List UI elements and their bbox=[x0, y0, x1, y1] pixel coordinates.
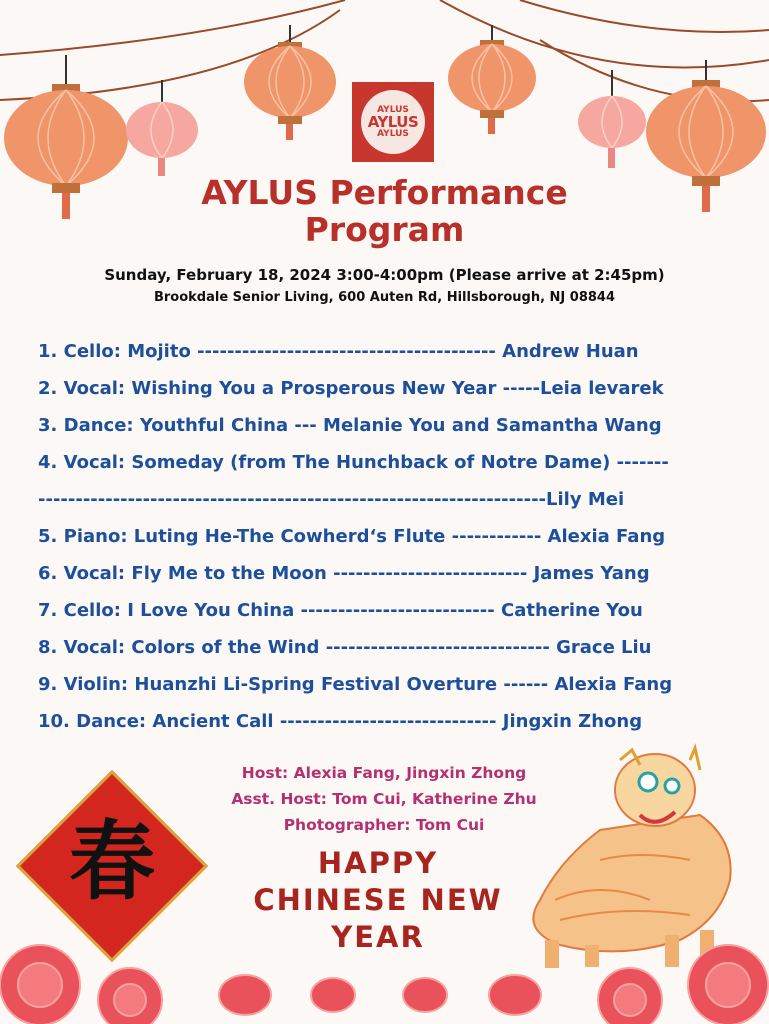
host-line: Host: Alexia Fang, Jingxin Zhong bbox=[241, 764, 527, 782]
program-item: --------------------------------------------------------------------Lily Mei bbox=[38, 489, 625, 510]
greeting-line-1: HAPPY bbox=[317, 846, 439, 880]
greeting-line-3: YEAR bbox=[331, 920, 425, 954]
program-item: 8. Vocal: Colors of the Wind ------------------------------ Grace Liu bbox=[38, 637, 652, 658]
spring-character: 春 bbox=[69, 812, 155, 912]
photographer-line: Photographer: Tom Cui bbox=[283, 816, 485, 834]
event-date-time: Sunday, February 18, 2024 3:00-4:00pm (Please arrive at 2:45pm) bbox=[104, 266, 665, 284]
program-item: 10. Dance: Ancient Call ----------------------------- Jingxin Zhong bbox=[38, 711, 643, 732]
logo-text-main: AYLUS bbox=[367, 112, 419, 131]
program-item: 4. Vocal: Someday (from The Hunchback of Notre Dame) ------- bbox=[38, 452, 669, 473]
program-item: 2. Vocal: Wishing You a Prosperous New Year -----Leia levarek bbox=[38, 378, 664, 399]
title-line-2: Program bbox=[304, 210, 465, 249]
greeting-line-2: CHINESE NEW bbox=[253, 883, 503, 917]
title-line-1: AYLUS Performance bbox=[201, 173, 568, 212]
program-item: 9. Violin: Huanzhi Li-Spring Festival Overture ------ Alexia Fang bbox=[38, 674, 673, 695]
logo-text-bottom: AYLUS bbox=[377, 128, 409, 139]
asst-host-line: Asst. Host: Tom Cui, Katherine Zhu bbox=[231, 790, 537, 808]
event-address: Brookdale Senior Living, 600 Auten Rd, Hillsborough, NJ 08844 bbox=[153, 290, 616, 305]
program-item: 6. Vocal: Fly Me to the Moon -------------------------- James Yang bbox=[38, 563, 650, 584]
program-item: 3. Dance: Youthful China --- Melanie You and Samantha Wang bbox=[38, 415, 662, 436]
program-item: 5. Piano: Luting He-The Cowherd‘s Flute ------------ Alexia Fang bbox=[38, 526, 666, 547]
logo-text-top: AYLUS bbox=[377, 104, 409, 115]
program-item: 1. Cello: Mojito ---------------------------------------- Andrew Huan bbox=[38, 341, 639, 362]
program-item: 7. Cello: I Love You China -------------------------- Catherine You bbox=[38, 600, 643, 621]
